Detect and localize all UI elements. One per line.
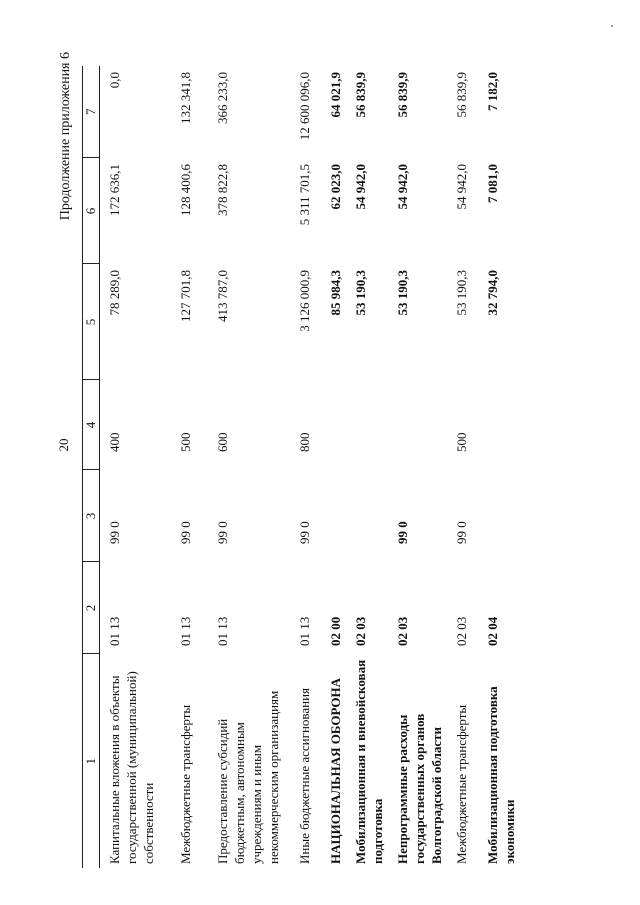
row-value-col7: 7 182,0 [485, 72, 500, 111]
row-value-col7: 0,0 [107, 72, 122, 89]
row-section-code: 01 13 [215, 616, 230, 646]
row-value-col5: 3 126 000,9 [297, 270, 312, 332]
row-value-col7: 12 600 096,0 [297, 72, 312, 141]
row-value-col5: 53 190,3 [454, 270, 469, 316]
row-expense-type [386, 380, 445, 470]
column-header: 2 [83, 562, 100, 654]
column-number-row [83, 66, 100, 868]
table-row [282, 66, 313, 868]
row-name: НАЦИОНАЛЬНАЯ ОБОРОНА [328, 678, 343, 864]
row-value-col5: 78 289,0 [107, 270, 122, 316]
row-value-col5: 53 190,3 [353, 270, 368, 316]
row-value-col6: 378 822,8 [215, 164, 230, 216]
row-value-col5: 413 787,0 [215, 270, 230, 322]
row-program-code: 99 0 [178, 521, 193, 544]
table-row [470, 66, 518, 868]
row-expense-type [470, 380, 518, 470]
row-program-code: 99 0 [395, 521, 410, 544]
row-value-col6: 54 942,0 [353, 164, 368, 210]
row-value-col7: 56 839,9 [454, 72, 469, 118]
rotated-sheet [58, 48, 640, 868]
row-expense-type [344, 380, 386, 470]
row-section-code: 01 13 [178, 616, 193, 646]
row-value-col6: 54 942,0 [454, 164, 469, 210]
row-program-code [344, 470, 386, 562]
row-name: Межбюджетные трансферты [178, 704, 193, 864]
budget-table [82, 66, 518, 868]
row-section-code: 01 13 [297, 616, 312, 646]
row-value-col5: 127 701,8 [178, 270, 193, 322]
row-section-code: 02 04 [485, 616, 500, 646]
table-row [157, 66, 194, 868]
row-value-col7: 56 839,9 [353, 72, 368, 118]
row-expense-type [313, 380, 344, 470]
row-section-code: 01 13 [107, 616, 122, 646]
row-expense-type: 500 [454, 432, 469, 452]
row-section-code: 02 03 [353, 616, 368, 646]
row-program-code: 99 0 [454, 521, 469, 544]
row-name: Предоставление субсидий бюджетным, автономным учреждениям и иным некоммерческим организациям [215, 690, 281, 864]
row-value-col6: 54 942,0 [395, 164, 410, 210]
row-expense-type: 500 [178, 432, 193, 452]
row-value-col5: 32 794,0 [485, 270, 500, 316]
column-header: 5 [83, 264, 100, 380]
row-expense-type: 400 [107, 432, 122, 452]
row-value-col5: 53 190,3 [395, 270, 410, 316]
column-header: 1 [83, 654, 100, 868]
row-program-code: 99 0 [297, 521, 312, 544]
column-header: 6 [83, 158, 100, 264]
table-row [100, 66, 158, 868]
row-value-col5: 85 984,3 [328, 270, 343, 316]
row-value-col7: 56 839,9 [395, 72, 410, 118]
row-name: Межбюджетные трансферты [454, 704, 469, 864]
row-value-col7: 366 233,0 [215, 72, 230, 124]
column-header: 4 [83, 380, 100, 470]
row-program-code [470, 470, 518, 562]
row-name: Капитальные вложения в объекты государственной (муниципальной) собственности [107, 671, 156, 864]
row-value-col6: 128 400,6 [178, 164, 193, 216]
table-row [313, 66, 344, 868]
row-name: Иные бюджетные ассигнования [297, 687, 312, 864]
row-section-code: 02 03 [395, 616, 410, 646]
table-row [386, 66, 445, 868]
row-section-code: 02 03 [454, 616, 469, 646]
row-expense-type: 600 [215, 432, 230, 452]
table-row [445, 66, 470, 868]
scan-speck [611, 25, 613, 27]
column-header: 7 [83, 66, 100, 158]
row-name: Мобилизационная подготовка экономики [485, 686, 517, 864]
row-name: Мобилизационная и вневойсковая подготовка [353, 659, 385, 864]
column-header: 3 [83, 470, 100, 562]
row-value-col6: 7 081,0 [485, 164, 500, 203]
row-value-col7: 64 021,9 [328, 72, 343, 118]
row-value-col6: 172 636,1 [107, 164, 122, 216]
row-section-code: 02 00 [328, 616, 343, 646]
table-row [344, 66, 386, 868]
row-name: Непрограммные расходы государственных органов Волгоградской области [395, 713, 444, 864]
row-value-col6: 5 311 701,5 [297, 164, 312, 226]
row-program-code: 99 0 [107, 521, 122, 544]
continuation-title: Продолжение приложения 6 [58, 52, 73, 221]
row-expense-type: 800 [297, 432, 312, 452]
row-program-code: 99 0 [215, 521, 230, 544]
page-number: 20 [56, 438, 71, 452]
table-row [194, 66, 282, 868]
row-program-code [313, 470, 344, 562]
row-value-col6: 62 023,0 [328, 164, 343, 210]
row-value-col7: 132 341,8 [178, 72, 193, 124]
